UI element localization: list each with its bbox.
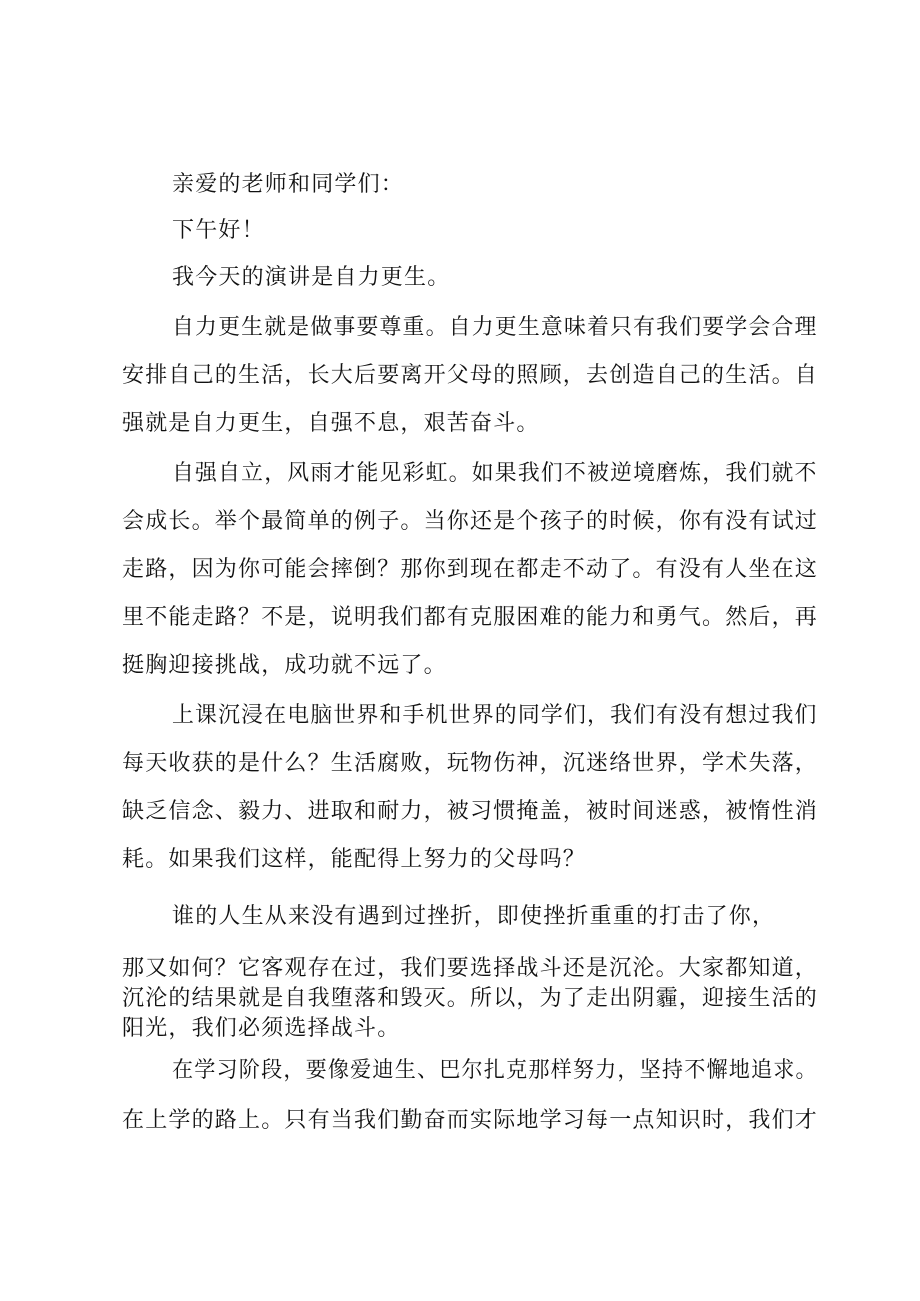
paragraph-line: 安排自己的生活，长大后要离开父母的照顾，去创造自己的生活。自 xyxy=(122,363,819,388)
paragraph-line: 在学习阶段，要像爱迪生、巴尔扎克那样努力，坚持不懈地追求。 xyxy=(172,1058,818,1083)
greeting-line: 亲爱的老师和同学们： xyxy=(172,172,405,197)
paragraph-line: 会成长。举个最简单的例子。当你还是个孩子的时候，你有没有试过 xyxy=(122,509,819,534)
paragraph-line: 在上学的路上。只有当我们勤奋而实际地学习每一点知识时，我们才 xyxy=(122,1108,819,1133)
paragraph-line: 阳光，我们必须选择战斗。 xyxy=(122,1016,401,1041)
paragraph-line: 里不能走路？不是，说明我们都有克服困难的能力和勇气。然后，再 xyxy=(122,605,819,630)
paragraph-line: 沉沦的结果就是自我堕落和毁灭。所以，为了走出阴霾，迎接生活的 xyxy=(122,986,819,1011)
paragraph-line: 强就是自力更生，自强不息，艰苦奋斗。 xyxy=(122,411,540,436)
paragraph-line: 那又如何？它客观存在过，我们要选择战斗还是沉沦。大家都知道， xyxy=(122,956,819,981)
paragraph-line: 挺胸迎接挑战，成功就不远了。 xyxy=(122,653,447,678)
paragraph-line: 自强自立，风雨才能见彩虹。如果我们不被逆境磨炼，我们就不 xyxy=(172,461,818,486)
paragraph-line: 上课沉浸在电脑世界和手机世界的同学们，我们有没有想过我们 xyxy=(172,703,818,728)
salutation-line: 下午好！ xyxy=(172,218,265,243)
paragraph-line: 耗。如果我们这样，能配得上努力的父母吗？ xyxy=(122,847,587,872)
paragraph-line: 每天收获的是什么？生活腐败，玩物伤神，沉迷络世界，学术失落， xyxy=(122,751,819,776)
paragraph-line: 谁的人生从来没有遇到过挫折，即使挫折重重的打击了你， xyxy=(172,904,776,929)
paragraph-line: 自力更生就是做事要尊重。自力更生意味着只有我们要学会合理 xyxy=(172,315,818,340)
paragraph-line: 缺乏信念、毅力、进取和耐力，被习惯掩盖，被时间迷惑，被惰性消 xyxy=(122,799,819,824)
paragraph-line: 走路，因为你可能会摔倒？那你到现在都走不动了。有没有人坐在这 xyxy=(122,557,819,582)
topic-line: 我今天的演讲是自力更生。 xyxy=(172,265,451,290)
